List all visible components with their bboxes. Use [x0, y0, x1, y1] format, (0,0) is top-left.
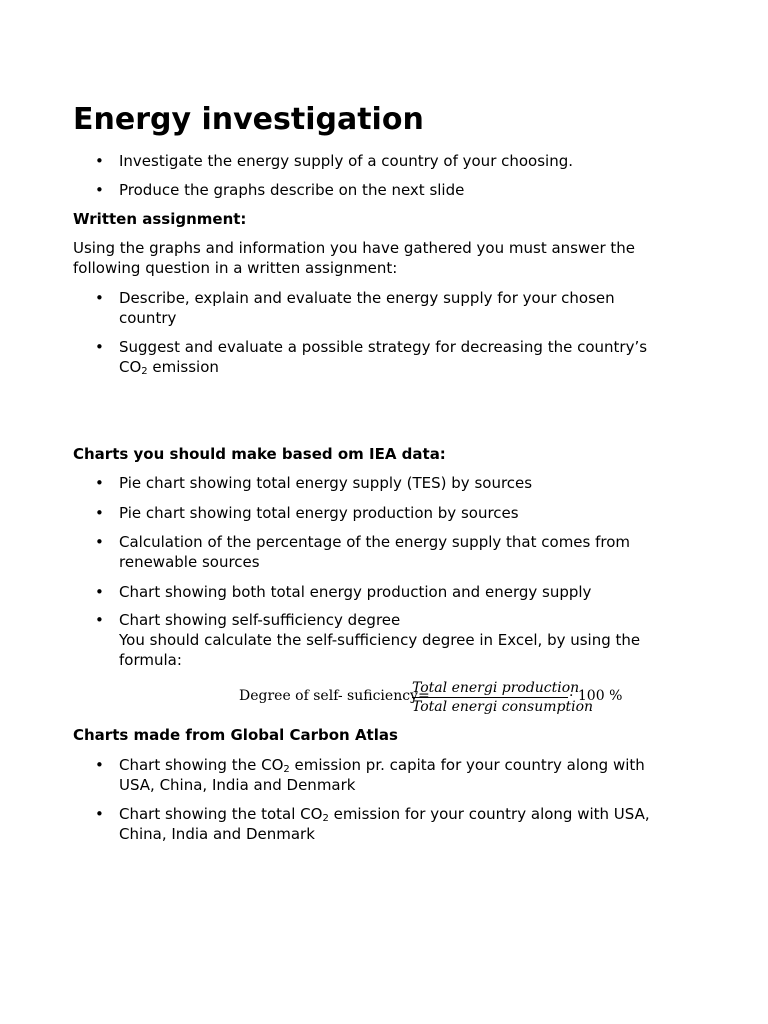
bullet-dot: • — [95, 152, 104, 170]
subscript-2: 2 — [322, 813, 329, 824]
bullet-text: Suggest and evaluate a possible strategy for decreasing the country’s — [119, 338, 648, 356]
bullet-text: formula: — [119, 651, 182, 669]
text-fragment: emission pr. capita for your country along with — [289, 756, 645, 774]
iea-charts-heading: Charts you should make based om IEA data: — [73, 445, 446, 463]
bullet-dot: • — [95, 583, 104, 601]
text-fragment: emission for your country along with USA, — [328, 805, 650, 823]
bullet-dot: • — [95, 504, 104, 522]
text-fragment: Chart showing the total CO — [119, 805, 323, 823]
formula-rhs: · 100 % — [569, 688, 623, 704]
bullet-text: Investigate the energy supply of a country of your choosing. — [119, 152, 574, 170]
self-sufficiency-formula — [239, 679, 659, 719]
bullet-text: USA, China, India and Denmark — [119, 776, 356, 794]
written-assignment-heading: Written assignment: — [73, 210, 247, 228]
formula-fraction — [412, 679, 594, 716]
bullet-text-co2 — [119, 357, 693, 377]
written-assignment-paragraph — [73, 238, 673, 278]
bullet-text: country — [119, 309, 177, 327]
paragraph-line: following question in a written assignment: — [73, 259, 398, 277]
text-fragment: CO — [119, 358, 142, 376]
carbon-atlas-heading: Charts made from Global Carbon Atlas — [73, 726, 398, 744]
bullet-text: China, India and Denmark — [119, 825, 315, 843]
bullet-text: Chart showing self-sufficiency degree — [119, 611, 401, 629]
bullet-dot: • — [95, 533, 104, 551]
bullet-dot: • — [95, 474, 104, 492]
bullet-dot: • — [95, 181, 104, 199]
bullet-dot: • — [95, 289, 104, 307]
paragraph-line: Using the graphs and information you have gathered you must answer the — [73, 239, 636, 257]
bullet-dot: • — [95, 805, 104, 823]
text-fragment: Chart showing the CO — [119, 756, 284, 774]
text-fragment: emission — [147, 358, 219, 376]
bullet-text: Chart showing both total energy production and energy supply — [119, 583, 592, 601]
bullet-dot: • — [95, 611, 104, 629]
bullet-dot: • — [95, 756, 104, 774]
subscript-2: 2 — [283, 764, 290, 775]
subscript-2: 2 — [141, 366, 148, 377]
formula-numerator: Total energi production — [412, 680, 580, 696]
bullet-text-co2 — [119, 804, 693, 824]
formula-denominator: Total energi consumption — [412, 699, 594, 715]
bullet-dot: • — [95, 338, 104, 356]
bullet-text: Pie chart showing total energy production by sources — [119, 504, 519, 522]
bullet-text-co2 — [119, 755, 693, 775]
bullet-text: Pie chart showing total energy supply (TES) by sources — [119, 474, 533, 492]
formula-lhs: Degree of self- suficiency= — [239, 688, 430, 704]
bullet-text: You should calculate the self-sufficiency degree in Excel, by using the — [119, 631, 641, 649]
bullet-text: Describe, explain and evaluate the energy supply for your chosen — [119, 289, 615, 307]
bullet-text: Calculation of the percentage of the energy supply that comes from — [119, 533, 631, 551]
bullet-text: renewable sources — [119, 553, 260, 571]
bullet-text: Produce the graphs describe on the next slide — [119, 181, 465, 199]
page-title: Energy investigation — [73, 102, 424, 137]
